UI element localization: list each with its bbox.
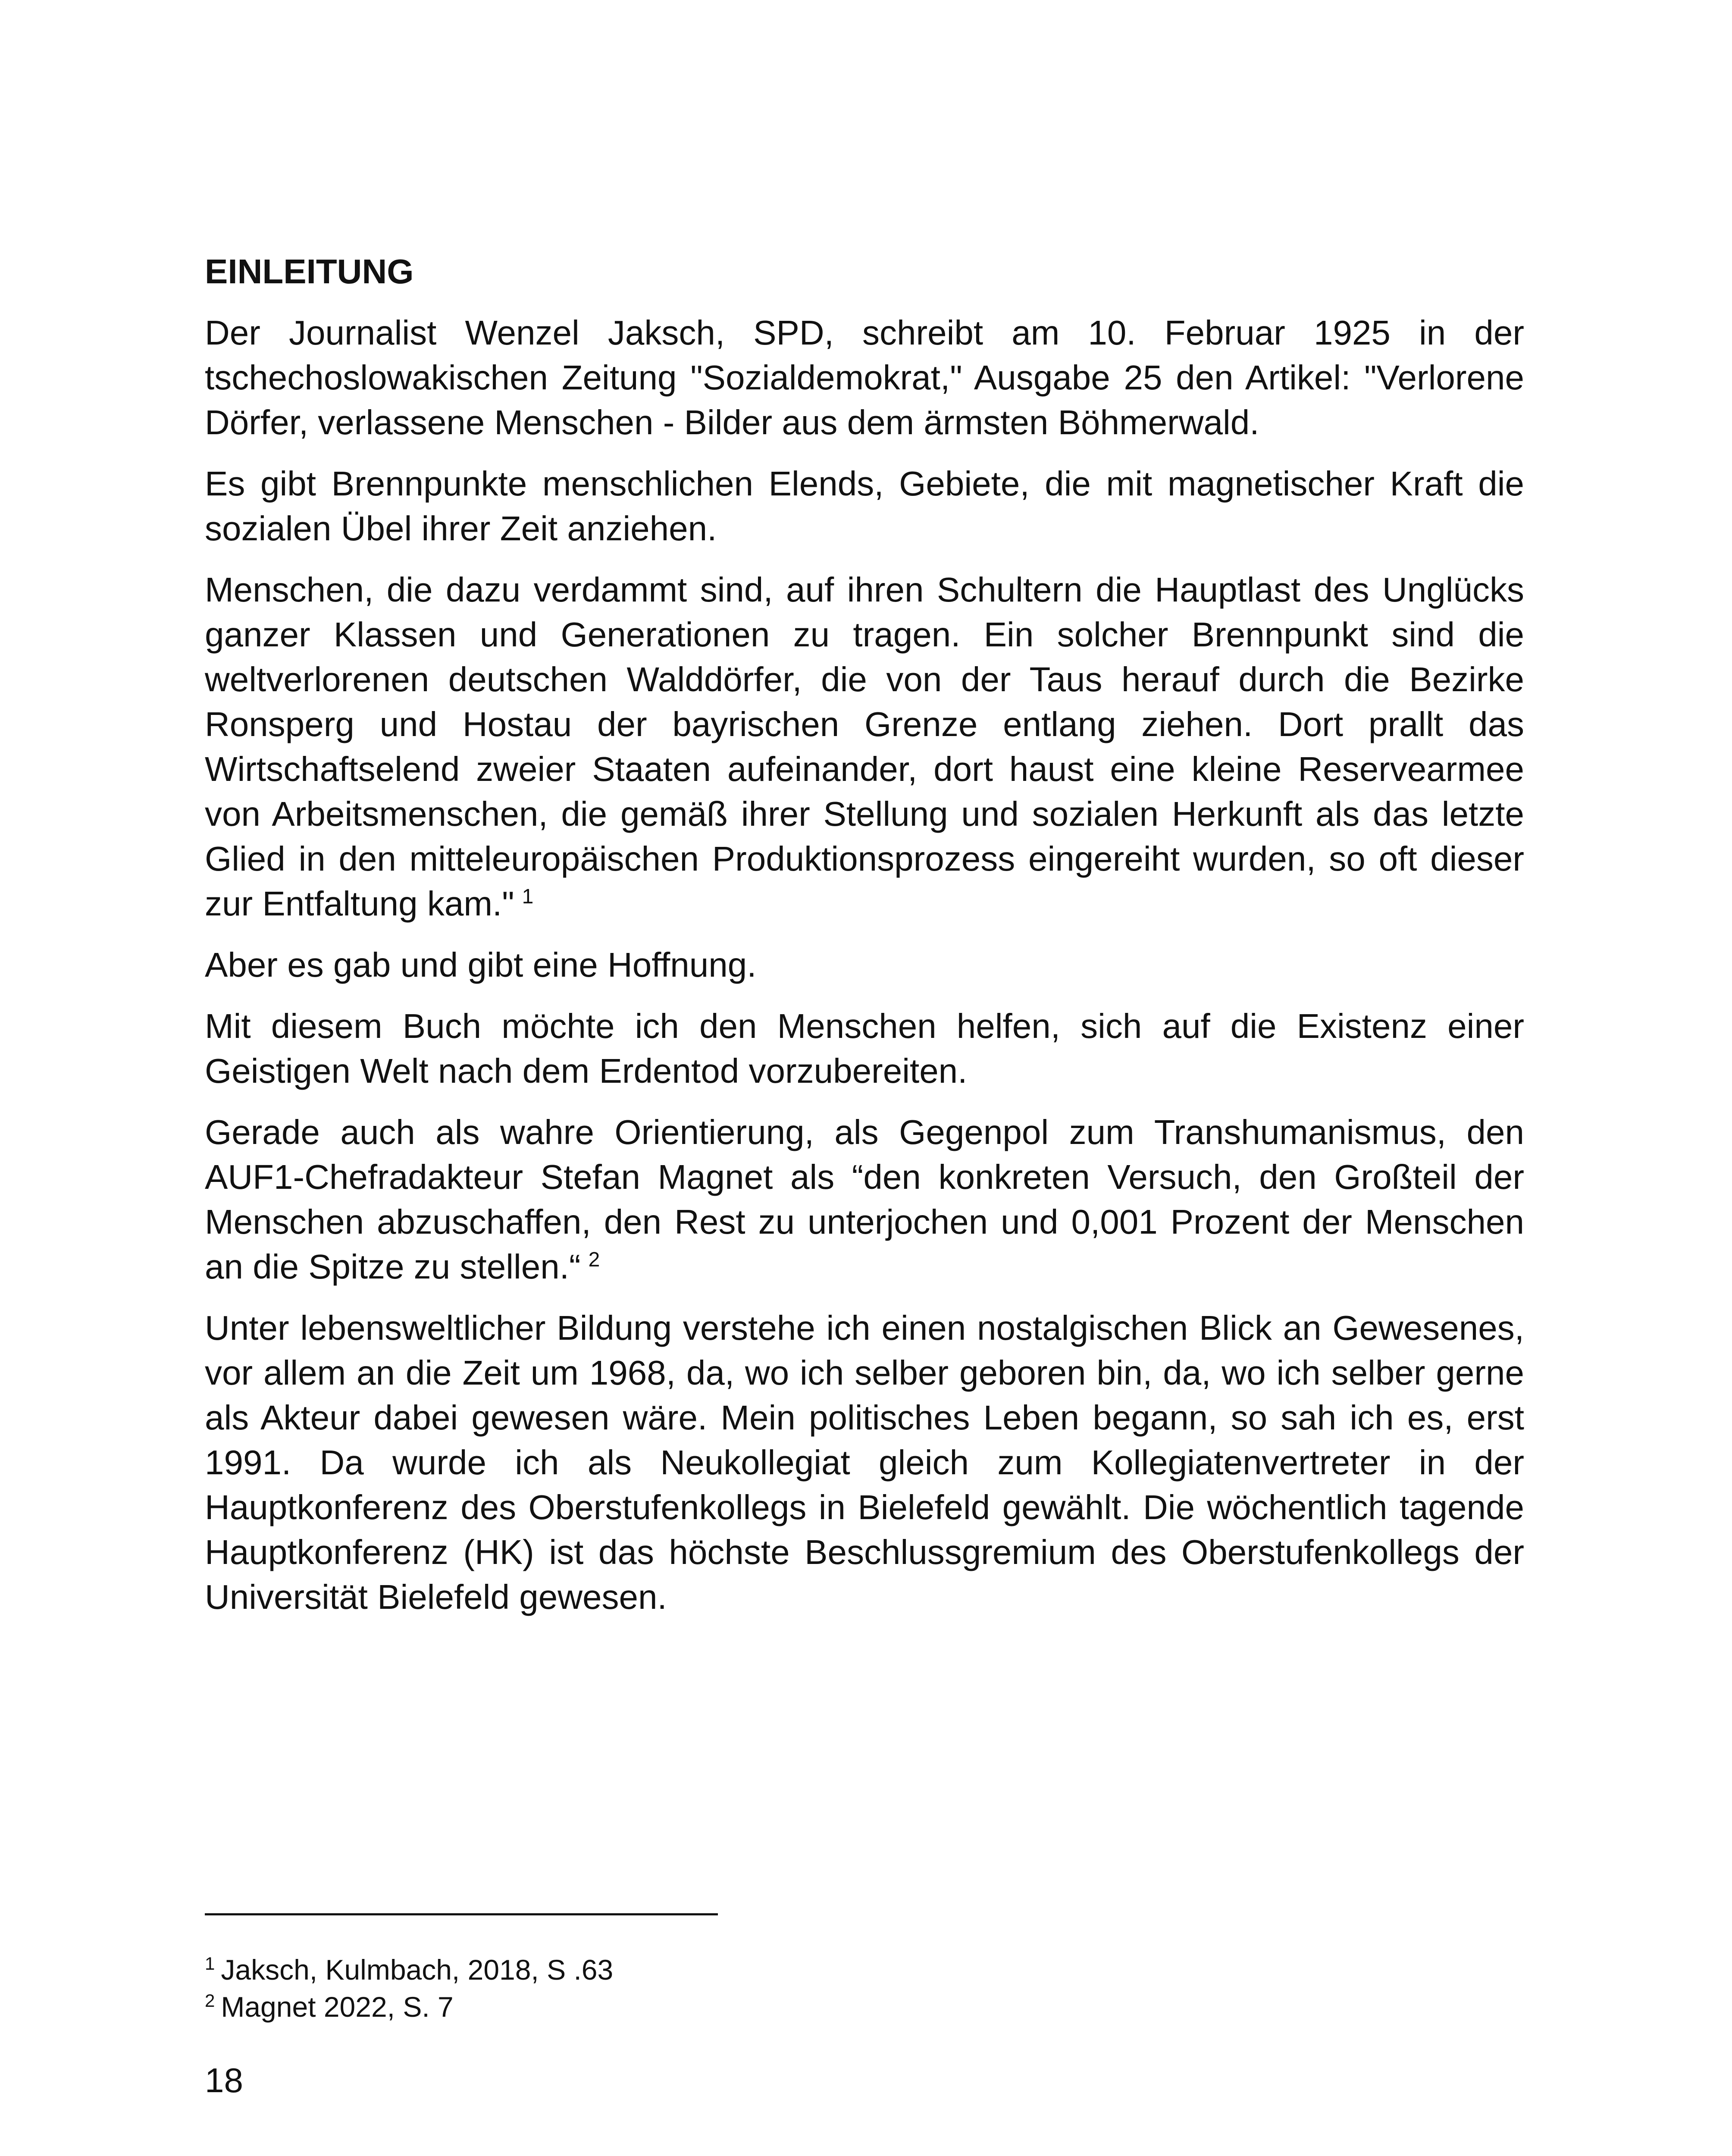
footnotes (205, 1951, 1524, 2025)
paragraph-3 (205, 567, 1524, 926)
chapter-heading: EINLEITUNG (205, 252, 414, 291)
footnote-divider (205, 1913, 718, 1915)
paragraph-6 (205, 1110, 1524, 1289)
footnote-marker: 2 (205, 1990, 215, 2011)
paragraph-text: Aber es gab und gibt eine Hoffnung. (205, 946, 757, 984)
paragraph-5 (205, 1004, 1524, 1094)
footnote-text: Magnet 2022, S. 7 (221, 1991, 454, 2023)
footnote-2 (205, 1988, 1524, 2025)
paragraph-text: Unter lebensweltlicher Bildung verstehe ich einen nostalgischen Blick an Gewesenes, vor allem an die Zeit um 1968, da, wo ich selber geboren bin, da, wo ich selber gerne als Akteur dabei gewesen wäre. Mein politisches Leben begann, so sah ich es, erst 1991. Da wurde ich als Neukollegiat gleich zum Kollegiatenvertreter in der Hauptkonferenz des Oberstufenkollegs in Bielefeld gewählt. Die wöchentlich tagende Hauptkonferenz (HK) ist das höchste Beschlussgremium des Oberstufenkollegs der Universität Bielefeld gewesen. (205, 1309, 1524, 1616)
paragraph-4 (205, 943, 1524, 987)
footnote-reference: 1 (522, 885, 534, 909)
footnote-marker: 1 (205, 1953, 215, 1974)
paragraph-text: Es gibt Brennpunkte menschlichen Elends, Gebiete, die mit magnetischer Kraft die sozialen Übel ihrer Zeit anziehen. (205, 464, 1524, 548)
paragraph-text: Mit diesem Buch möchte ich den Menschen helfen, sich auf die Existenz einer Geistigen Welt nach dem Erdentod vorzubereiten. (205, 1007, 1524, 1090)
footnote-text: Jaksch, Kulmbach, 2018, S .63 (221, 1954, 614, 1986)
paragraph-text: Der Journalist Wenzel Jaksch, SPD, schreibt am 10. Februar 1925 in der tschechoslowakischen Zeitung "Sozialdemokrat," Ausgabe 25 den Artikel: "Verlorene Dörfer, verlassene Menschen - Bilder aus dem ärmsten Böhmerwald. (205, 313, 1524, 442)
main-text (205, 250, 1524, 1636)
footnote-reference: 2 (588, 1248, 600, 1272)
page-number: 18 (205, 2061, 243, 2100)
footnote-1 (205, 1951, 1524, 1988)
paragraph-2 (205, 461, 1524, 551)
paragraph-text: Gerade auch als wahre Orientierung, als Gegenpol zum Transhumanismus, den AUF1-Chefradakteur Stefan Magnet als “den konkreten Versuch, den Großteil der Menschen abzuschaffen, den Rest zu unterjochen und 0,001 Prozent der Menschen an die Spitze zu stellen.“ (205, 1113, 1524, 1286)
paragraph-1 (205, 310, 1524, 445)
paragraph-7 (205, 1306, 1524, 1620)
paragraph-text: Menschen, die dazu verdammt sind, auf ihren Schultern die Hauptlast des Unglücks ganzer Klassen und Generationen zu tragen. Ein solcher Brennpunkt sind die weltverlorenen deutschen Walddörfer, die von der Taus herauf durch die Bezirke Ronsperg und Hostau der bayrischen Grenze entlang ziehen. Dort prallt das Wirtschaftselend zweier Staaten aufeinander, dort haust eine kleine Reservearmee von Arbeitsmenschen, die gemäß ihrer Stellung und sozialen Herkunft als das letzte Glied in den mitteleuropäischen Produktionsprozess eingereiht wurden, so oft dieser zur Entfaltung kam." (205, 570, 1524, 923)
